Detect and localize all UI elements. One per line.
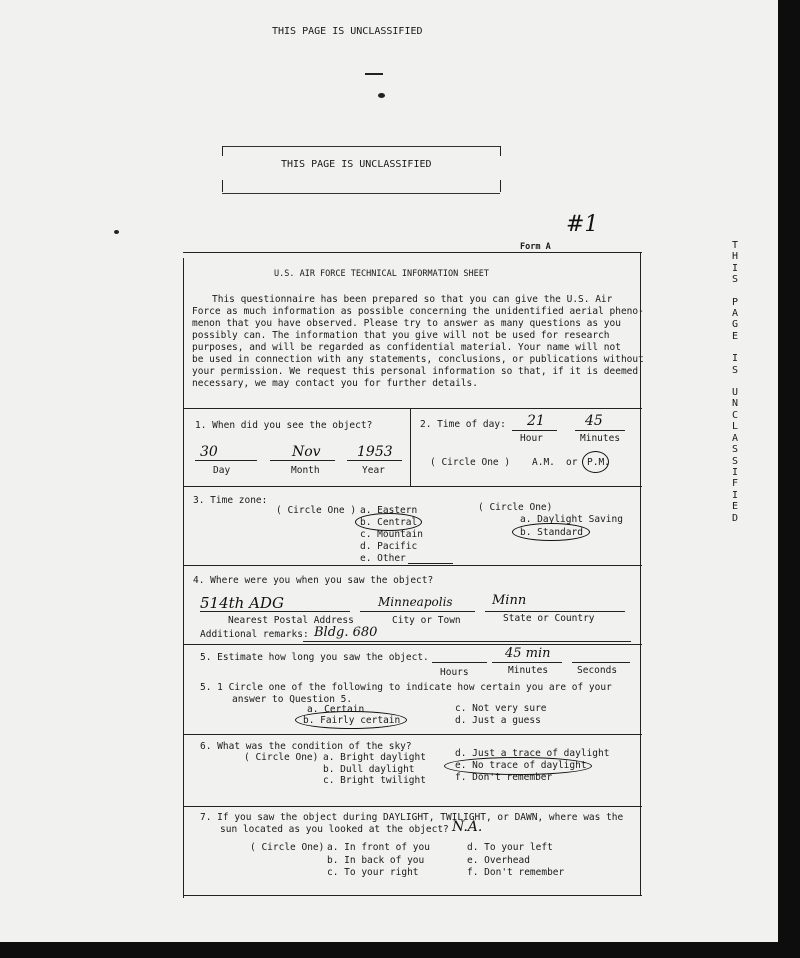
q3-daylight-saving[interactable]: a. Daylight Saving [520, 514, 623, 525]
q4-postal-line [200, 611, 350, 612]
sheet-number: #1 [566, 212, 599, 237]
q7-circle-one: ( Circle One) [250, 842, 325, 853]
q1-year-value[interactable]: 1953 [357, 444, 393, 460]
q3-zone-mountain[interactable]: c. Mountain [360, 529, 423, 540]
q5-question: 5. Estimate how long you saw the object. [200, 652, 429, 663]
q2-am-option[interactable]: A.M. [532, 457, 555, 468]
q4-postal-address-value[interactable]: 514th ADG [200, 594, 284, 612]
q2-question: 2. Time of day: [420, 419, 506, 430]
stamp-corner [500, 180, 501, 192]
q7-question-line2: sun located as you looked at the object? [220, 824, 449, 835]
q1-day-line [195, 460, 257, 461]
q3-zone-other[interactable]: e. Other [360, 553, 406, 564]
q4-remarks-line [303, 641, 631, 642]
q5-duration-value[interactable]: 45 min [505, 646, 551, 661]
q4-city-value[interactable]: Minneapolis [378, 595, 453, 609]
q2-circle-one: ( Circle One ) [430, 457, 511, 468]
q3-circle-one-right: ( Circle One) [478, 502, 553, 513]
section-divider [183, 734, 642, 735]
q7-in-back[interactable]: b. In back of you [327, 855, 425, 866]
q7-to-right[interactable]: c. To your right [327, 867, 419, 878]
q3-zone-central[interactable]: b. Central [360, 517, 418, 528]
q4-city-label: City or Town [392, 615, 461, 626]
q51-fairly-certain-circle-mark [295, 711, 407, 729]
q4-state-line [485, 611, 625, 612]
q4-state-label: State or Country [503, 613, 595, 624]
q51-question-line2: answer to Question 5. [232, 694, 353, 705]
q2-pm-circle-mark [582, 451, 609, 473]
q3-circle-one-left: ( Circle One ) [276, 505, 357, 516]
q1-month-label: Month [291, 465, 320, 476]
q1-day-label: Day [213, 465, 231, 476]
section-divider [183, 565, 642, 566]
q1-year-line [347, 460, 402, 461]
form-bottom-border [183, 895, 642, 896]
q7-question-line1: 7. If you saw the object during DAYLIGHT, TWILIGHT, or DAWN, where was the [200, 812, 624, 823]
q3-zone-eastern[interactable]: a. Eastern [360, 505, 418, 516]
q6-bright-twilight[interactable]: c. Bright twilight [323, 775, 426, 786]
q6-trace-of-daylight[interactable]: d. Just a trace of daylight [455, 748, 610, 759]
side-unclassified-stamp: T H I S P A G E I S U N C L A S S I F I E D [731, 240, 739, 524]
q4-postal-label: Nearest Postal Address [228, 615, 354, 626]
q1-month-value[interactable]: Nov [292, 444, 321, 460]
q51-not-very-sure[interactable]: c. Not very sure [455, 703, 547, 714]
q2-minutes-line [575, 430, 625, 431]
q1-question: 1. When did you see the object? [195, 420, 373, 431]
q5-seconds-label: Seconds [577, 665, 618, 676]
q6-dont-remember[interactable]: f. Don't remember [455, 772, 553, 783]
q3-standard-circle-mark [512, 523, 590, 541]
unclassified-header-top: THIS PAGE IS UNCLASSIFIED [272, 26, 423, 37]
q5-seconds-line [572, 662, 630, 663]
form-right-border [640, 252, 641, 896]
q1-month-line [270, 460, 335, 461]
q5-minutes-label: Minutes [508, 665, 549, 676]
q51-question-line1: 5. 1 Circle one of the following to indicate how certain you are of your [200, 682, 612, 693]
form-left-border [183, 258, 184, 898]
q2-hour-line [512, 430, 557, 431]
section-divider [183, 806, 642, 807]
q1-q2-divider [410, 408, 411, 486]
unclassified-stamp-text: THIS PAGE IS UNCLASSIFIED [281, 159, 432, 170]
stamp-corner [222, 146, 223, 156]
q2-hour-value[interactable]: 21 [527, 413, 545, 429]
q2-minutes-label: Minutes [580, 433, 621, 444]
q51-fairly-certain[interactable]: b. Fairly certain [303, 715, 401, 726]
unclassified-stamp-box [222, 146, 500, 194]
q3-question: 3. Time zone: [193, 495, 268, 506]
scan-speck [114, 230, 119, 234]
q51-just-a-guess[interactable]: d. Just a guess [455, 715, 541, 726]
q4-question: 4. Where were you when you saw the object? [193, 575, 434, 586]
form-top-border [183, 252, 642, 253]
q4-remarks-label: Additional remarks: [200, 629, 309, 640]
scan-mark [365, 73, 383, 75]
q51-certain[interactable]: a. Certain [307, 704, 365, 715]
q7-to-left[interactable]: d. To your left [467, 842, 553, 853]
q6-bright-daylight[interactable]: a. Bright daylight [323, 752, 426, 763]
q7-answer-value[interactable]: N.A. [452, 819, 483, 835]
q5-hours-line [432, 662, 487, 663]
form-label: Form A [520, 242, 551, 252]
section-divider [183, 408, 642, 409]
q1-day-value[interactable]: 30 [200, 444, 218, 460]
scan-edge-right [778, 0, 800, 958]
q3-zone-pacific[interactable]: d. Pacific [360, 541, 418, 552]
q2-hour-label: Hour [520, 433, 543, 444]
q5-hours-label: Hours [440, 667, 469, 678]
q5-minutes-line [492, 662, 562, 663]
form-title: U.S. AIR FORCE TECHNICAL INFORMATION SHEET [274, 269, 489, 279]
q6-no-trace-of-daylight[interactable]: e. No trace of daylight [455, 760, 587, 771]
q3-other-line [408, 563, 453, 564]
section-divider [183, 486, 642, 487]
q7-overhead[interactable]: e. Overhead [467, 855, 530, 866]
q4-state-value[interactable]: Minn [492, 593, 527, 608]
q2-minutes-value[interactable]: 45 [585, 413, 603, 429]
q7-dont-remember[interactable]: f. Don't remember [467, 867, 565, 878]
q2-pm-option[interactable]: P.M. [587, 457, 610, 468]
stamp-corner [500, 146, 501, 156]
q7-in-front[interactable]: a. In front of you [327, 842, 430, 853]
q1-year-label: Year [362, 465, 385, 476]
q2-or: or [566, 457, 578, 468]
q6-dull-daylight[interactable]: b. Dull daylight [323, 764, 415, 775]
q6-question: 6. What was the condition of the sky? [200, 741, 412, 752]
q6-circle-one: ( Circle One) [244, 752, 319, 763]
scan-edge-bottom [0, 942, 800, 958]
stamp-corner [222, 180, 223, 192]
section-divider [183, 644, 642, 645]
q4-city-line [360, 611, 475, 612]
q3-standard[interactable]: b. Standard [520, 527, 583, 538]
q4-remarks-value[interactable]: Bldg. 680 [314, 625, 378, 640]
scan-speck [378, 93, 385, 98]
